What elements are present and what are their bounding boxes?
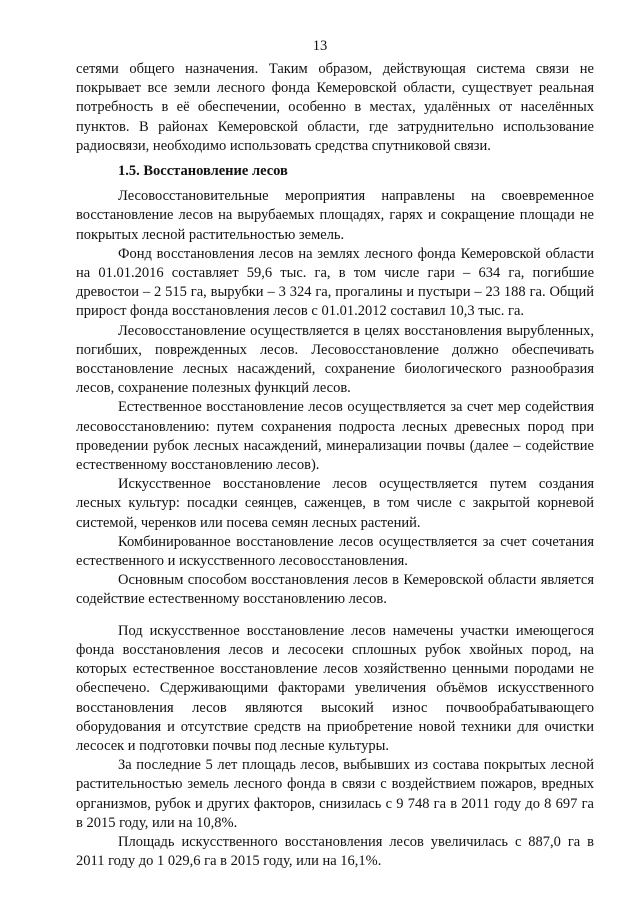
page-content: [76, 60, 594, 871]
paragraph: Лесовосстановительные мероприятия направлены на своевременное восстановление лесов на вырубаемых площадях, гарях и сокращение площади не покрытых лесной растительностью земель.: [76, 188, 594, 243]
paragraph-continuation: сетями общего назначения. Таким образом, действующая система связи не покрывает все земли лесного фонда Кемеровской области, существует реальная потребность в её обеспечении, особенно в местах, удалённых от населённых пунктов. В районах Кемеровской области, где затруднительно использование радиосвязи, необходимо использовать средства спутниковой связи.: [76, 61, 594, 154]
paragraph: Комбинированное восстановление лесов осуществляется за счет сочетания естественного и искусственного лесовосстановления.: [76, 533, 594, 570]
paragraph: Лесовосстановление осуществляется в целях восстановления вырубленных, погибших, поврежденных лесов. Лесовосстановление должно обеспечивать восстановление лесных насаждений, сохранение биологического разнообразия лесов, сохранение полезных функций лесов.: [76, 322, 594, 397]
page-number: 13: [312, 38, 328, 54]
paragraph: Фонд восстановления лесов на землях лесного фонда Кемеровской области на 01.01.2016 составляет 59,6 тыс. га, в том числе гари – 634 га, погибшие древостои – 2 515 га, вырубки – 3 324 га, прогалины и пустыри – 23 188 га. Общий прирост фонда восстановления лесов с 01.01.2012 составил 10,3 тыс. га.: [76, 245, 594, 320]
paragraph: Естественное восстановление лесов осуществляется за счет мер содействия лесовосстановлению: путем сохранения подроста лесных древесных пород при проведении рубок лесных насаждений, минерализации почвы (далее – содействие естественному восстановлению лесов).: [76, 399, 594, 474]
paragraph: За последние 5 лет площадь лесов, выбывших из состава покрытых лесной растительностью земель лесного фонда в связи с воздействием пожаров, вредных организмов, рубок и других факторов, снизилась с 9 748 га в 2011 году до 8 697 га в 2015 году, или на 10,8%.: [76, 757, 594, 831]
paragraph: Основным способом восстановления лесов в Кемеровской области является содействие естественному восстановлению лесов.: [76, 572, 594, 608]
section-heading: 1.5. Восстановление лесов: [118, 163, 288, 180]
paragraph: Искусственное восстановление лесов осуществляется путем создания лесных культур: посадки сеянцев, саженцев, в том числе с закрытой корневой системой, черенков или посева семян лесных растений.: [76, 476, 594, 531]
paragraph: Под искусственное восстановление лесов намечены участки имеющегося фонда восстановления лесов и лесосеки сплошных рубок хвойных пород, на которых естественное восстановление лесов хозяйственно ценными породами не обеспечено. Сдерживающими факторами увеличения объёмов искусственного восстановления лесов являются высокий износ почвообрабатывающего оборудования и отсутствие средств на приобретение новой техники для очистки лесосек и подготовки почвы под лесные культуры.: [76, 622, 594, 754]
paragraph: Площадь искусственного восстановления лесов увеличилась с 887,0 га в 2011 году до 1 029,6 га в 2015 году, или на 16,1%.: [76, 833, 594, 870]
